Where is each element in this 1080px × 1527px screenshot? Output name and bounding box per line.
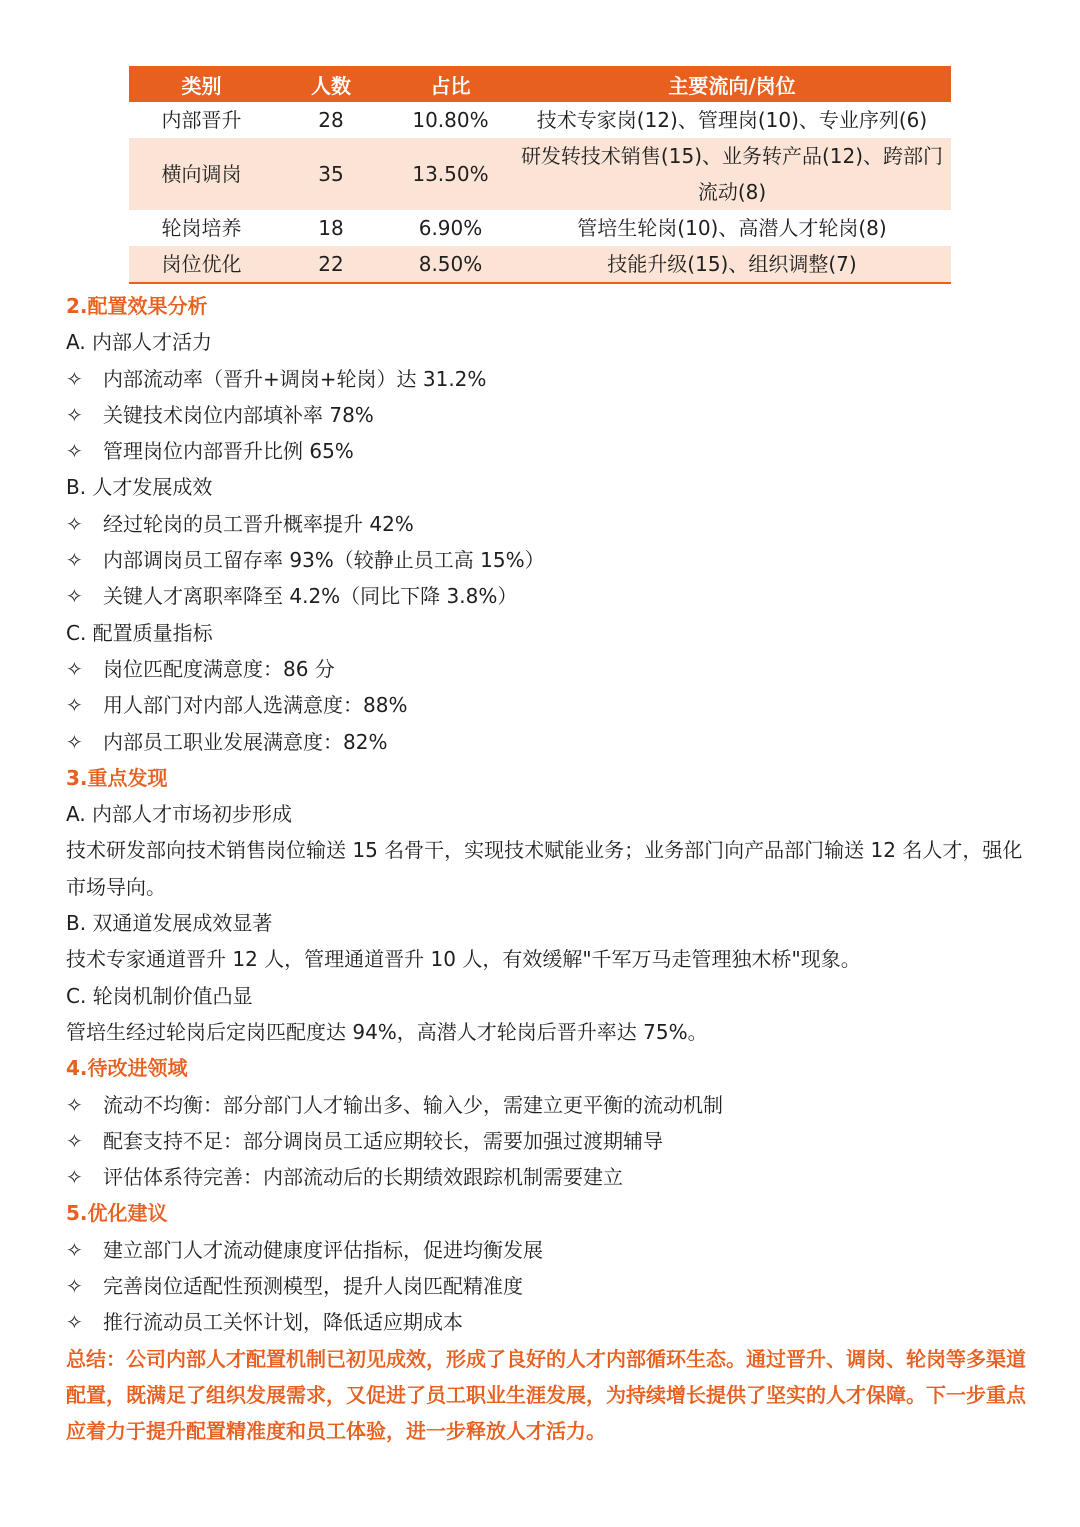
sparkle-bullet-icon: ✧ <box>66 1128 83 1153</box>
list-item <box>66 506 1026 542</box>
cell-ratio: 8.50% <box>388 246 513 283</box>
list-item-text: 经过轮岗的员工晋升概率提升 42% <box>103 511 414 536</box>
list-item <box>66 361 1026 397</box>
table-row <box>129 138 951 210</box>
cell-destination: 管培生轮岗(10)、高潜人才轮岗(8) <box>513 210 951 246</box>
list-item <box>66 578 1026 614</box>
cell-ratio: 10.80% <box>388 102 513 138</box>
list-item <box>66 724 1026 760</box>
list-item-text: 内部调岗员工留存率 93%（较静止员工高 15%） <box>103 548 545 573</box>
sparkle-bullet-icon: ✧ <box>66 1092 83 1117</box>
cell-count: 35 <box>274 138 388 210</box>
cell-count: 22 <box>274 246 388 283</box>
list-item-text: 岗位匹配度满意度：86 分 <box>103 656 335 681</box>
cell-destination: 技术专家岗(12)、管理岗(10)、专业序列(6) <box>513 102 951 138</box>
list-item-text: 用人部门对内部人选满意度：88% <box>103 693 408 718</box>
sparkle-bullet-icon: ✧ <box>66 511 83 536</box>
sparkle-bullet-icon: ✧ <box>66 402 83 427</box>
summary-paragraph: 总结：公司内部人才配置机制已初见成效，形成了良好的人才内部循环生态。通过晋升、调岗、轮岗等多渠道配置，既满足了组织发展需求，又促进了员工职业生涯发展，为持续增长提供了坚实的人才保障。下一步重点应着力于提升配置精准度和员工体验，进一步释放人才活力。 <box>66 1346 1026 1444</box>
sparkle-bullet-icon: ✧ <box>66 1165 83 1190</box>
section-heading-improvement-areas: 4.待改进领域 <box>66 1056 188 1081</box>
sparkle-bullet-icon: ✧ <box>66 693 83 718</box>
header-destination: 主要流向/岗位 <box>513 66 951 102</box>
cell-category: 轮岗培养 <box>129 210 274 246</box>
paragraph-internal-market: 技术研发部向技术销售岗位输送 15 名骨干，实现技术赋能业务；业务部门向产品部门输送 12 名人才，强化市场导向。 <box>66 838 1023 899</box>
sparkle-bullet-icon: ✧ <box>66 439 83 464</box>
list-item-text: 建立部门人才流动健康度评估指标，促进均衡发展 <box>103 1237 543 1262</box>
sparkle-bullet-icon: ✧ <box>66 729 83 754</box>
list-item <box>66 1304 1026 1340</box>
header-category: 类别 <box>129 66 274 102</box>
list-item-text: 内部员工职业发展满意度：82% <box>103 729 388 754</box>
subheading-development-results: B. 人才发展成效 <box>66 475 213 500</box>
subheading-internal-market: A. 内部人才市场初步形成 <box>66 802 293 827</box>
cell-category: 岗位优化 <box>129 246 274 283</box>
section-heading-key-findings: 3.重点发现 <box>66 765 168 790</box>
sparkle-bullet-icon: ✧ <box>66 1310 83 1335</box>
subheading-dual-channel: B. 双通道发展成效显著 <box>66 911 273 936</box>
cell-destination: 研发转技术销售(15)、业务转产品(12)、跨部门流动(8) <box>513 138 951 210</box>
list-item <box>66 1159 1026 1195</box>
list-item <box>66 687 1026 723</box>
table-row <box>129 246 951 283</box>
subheading-talent-vitality: A. 内部人才活力 <box>66 330 213 355</box>
section-heading-recommendations: 5.优化建议 <box>66 1201 168 1226</box>
list-item <box>66 1268 1026 1304</box>
list-item-text: 评估体系待完善：内部流动后的长期绩效跟踪机制需要建立 <box>103 1165 623 1190</box>
paragraph-rotation-value: 管培生经过轮岗后定岗匹配度达 94%，高潜人才轮岗后晋升率达 75%。 <box>66 1019 708 1044</box>
table-row <box>129 102 951 138</box>
header-ratio: 占比 <box>388 66 513 102</box>
distribution-table <box>129 66 951 284</box>
list-item <box>66 1232 1026 1268</box>
subheading-rotation-value: C. 轮岗机制价值凸显 <box>66 983 253 1008</box>
list-item-text: 流动不均衡：部分部门人才输出多、输入少，需建立更平衡的流动机制 <box>103 1092 723 1117</box>
cell-count: 18 <box>274 210 388 246</box>
list-item-text: 推行流动员工关怀计划，降低适应期成本 <box>103 1310 463 1335</box>
sparkle-bullet-icon: ✧ <box>66 366 83 391</box>
list-item-text: 配套支持不足：部分调岗员工适应期较长，需要加强过渡期辅导 <box>103 1128 663 1153</box>
cell-count: 28 <box>274 102 388 138</box>
subheading-quality-metrics: C. 配置质量指标 <box>66 620 213 645</box>
list-item-text: 关键技术岗位内部填补率 78% <box>103 402 374 427</box>
sparkle-bullet-icon: ✧ <box>66 548 83 573</box>
cell-category: 横向调岗 <box>129 138 274 210</box>
cell-destination: 技能升级(15)、组织调整(7) <box>513 246 951 283</box>
list-item-text: 关键人才离职率降至 4.2%（同比下降 3.8%） <box>103 584 518 609</box>
list-item <box>66 397 1026 433</box>
sparkle-bullet-icon: ✧ <box>66 1237 83 1262</box>
section-heading-effect-analysis: 2.配置效果分析 <box>66 294 208 318</box>
list-item <box>66 651 1026 687</box>
cell-ratio: 6.90% <box>388 210 513 246</box>
sparkle-bullet-icon: ✧ <box>66 656 83 681</box>
table-row <box>129 210 951 246</box>
list-item-text: 完善岗位适配性预测模型，提升人岗匹配精准度 <box>103 1274 523 1299</box>
list-item <box>66 542 1026 578</box>
list-item-text: 管理岗位内部晋升比例 65% <box>103 439 354 464</box>
cell-category: 内部晋升 <box>129 102 274 138</box>
sparkle-bullet-icon: ✧ <box>66 1274 83 1299</box>
list-item-text: 内部流动率（晋升+调岗+轮岗）达 31.2% <box>103 366 487 391</box>
paragraph-dual-channel: 技术专家通道晋升 12 人，管理通道晋升 10 人，有效缓解"千军万马走管理独木桥"现象。 <box>66 947 861 972</box>
list-item <box>66 1087 1026 1123</box>
cell-ratio: 13.50% <box>388 138 513 210</box>
distribution-table-wrap <box>129 66 951 284</box>
report-body <box>66 288 1026 1450</box>
sparkle-bullet-icon: ✧ <box>66 584 83 609</box>
table-header-row <box>129 66 951 102</box>
list-item <box>66 433 1026 469</box>
header-count: 人数 <box>274 66 388 102</box>
list-item <box>66 1123 1026 1159</box>
